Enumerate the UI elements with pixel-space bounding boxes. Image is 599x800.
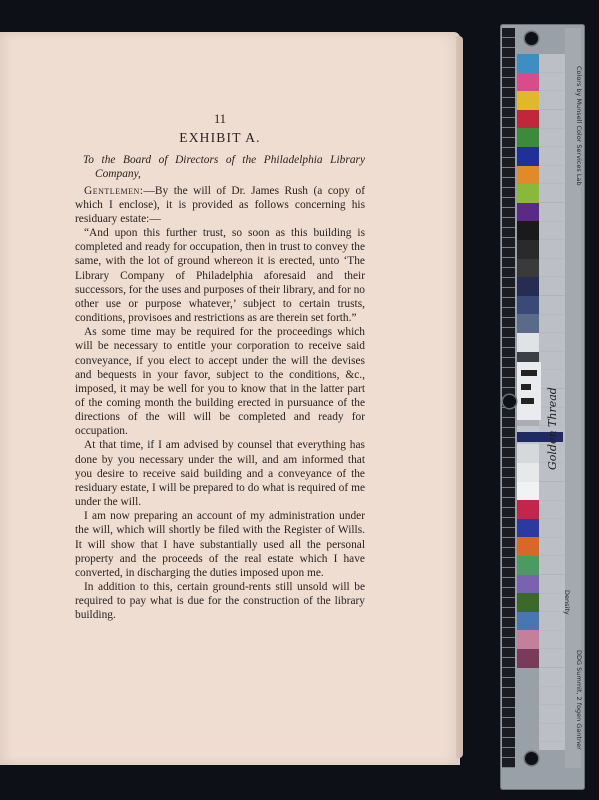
color-swatch	[517, 519, 539, 538]
color-swatch	[517, 314, 539, 333]
address-line: To the Board of Directors of the Philadelphia Library Company,	[83, 154, 365, 181]
brand-label: Golden Thread	[546, 387, 559, 470]
target-hole-bottom	[525, 752, 538, 765]
paragraph-1-text: —By the will of Dr. James Rush (a copy of which I enclose), it is provided as follows concerning his residuary estate:—	[75, 184, 365, 225]
color-swatch	[517, 444, 539, 463]
color-swatch	[517, 166, 539, 185]
paragraph-1	[75, 184, 365, 226]
page-edge	[456, 36, 463, 758]
color-swatch	[517, 482, 539, 501]
color-swatch	[517, 575, 539, 594]
color-swatch	[517, 463, 539, 482]
color-swatch	[517, 73, 539, 92]
color-swatch	[517, 259, 539, 278]
target-logo-block	[517, 362, 541, 420]
exhibit-heading: EXHIBIT A.	[179, 130, 261, 146]
color-swatch	[517, 593, 539, 612]
color-swatch	[517, 277, 539, 296]
logo-bar	[521, 398, 534, 404]
color-swatch	[517, 203, 539, 222]
logo-bar	[521, 370, 537, 376]
side-label-bottom: DDG Summit, 2 fogen Gantner	[575, 650, 583, 750]
color-swatch	[517, 184, 539, 203]
salutation: Gentlemen:	[84, 184, 144, 197]
color-swatch	[517, 630, 539, 649]
document-body	[75, 112, 365, 622]
color-swatches	[517, 54, 539, 668]
paragraph-2: “And upon this further trust, so soon as this building is completed and ready for occupation, then in trust to convey the same, with the lot of ground whereon it is erected, unto ‘The Library Company of Philadelphia aforesaid and their successors, for the uses and purposes of their library, and for no other use or purpose whatever,’ subject to certain trusts, conditions, provisoes and restrictions as are therein set forth.”	[75, 227, 365, 325]
target-hole-middle	[503, 395, 516, 408]
color-swatch	[517, 296, 539, 315]
target-hole-top	[525, 32, 538, 45]
color-swatch	[517, 128, 539, 147]
paragraph-5: I am now preparing an account of my administration under the will, which will shortly be filed with the Register of Wills. It will show that I have substantially used all the personal property and the proceeds of the real estate which I have converted, in discharging the duties imposed upon me.	[75, 510, 365, 579]
color-swatch	[517, 500, 539, 519]
color-swatch	[517, 537, 539, 556]
color-swatch	[517, 221, 539, 240]
color-swatch	[517, 612, 539, 631]
color-swatch	[517, 333, 539, 352]
page-number: 11	[213, 112, 227, 126]
color-swatch	[517, 556, 539, 575]
color-swatch	[517, 649, 539, 668]
logo-bar	[521, 384, 531, 390]
color-swatch	[517, 147, 539, 166]
color-swatch	[517, 91, 539, 110]
density-label: Density	[563, 590, 571, 615]
color-swatch	[517, 54, 539, 73]
paragraph-3: As some time may be required for the proceedings which will be necessary to entitle your corporation to receive said conveyance, if you elect to accept under the will the devises and bequests in your favor, subject to the conditions, &c., imposed, it may be well for you to know that in the latter part of the coming month the building erected in pursuance of the directions of the will will be completed and ready for occupation.	[75, 326, 365, 438]
paragraph-6: In addition to this, certain ground-rents still unsold will be required to pay what is due for the construction of the library building.	[75, 581, 365, 622]
color-swatch	[517, 240, 539, 259]
side-label-top: Colors by Munsell Color Services Lab	[575, 66, 583, 186]
color-swatch	[517, 110, 539, 129]
paragraph-4: At that time, if I am advised by counsel that everything has done by you necessary under the will, and am informed that you desire to receive said building and a conveyance of the residuary estate, I will be prepared to do what is required of me under the will.	[75, 439, 365, 509]
